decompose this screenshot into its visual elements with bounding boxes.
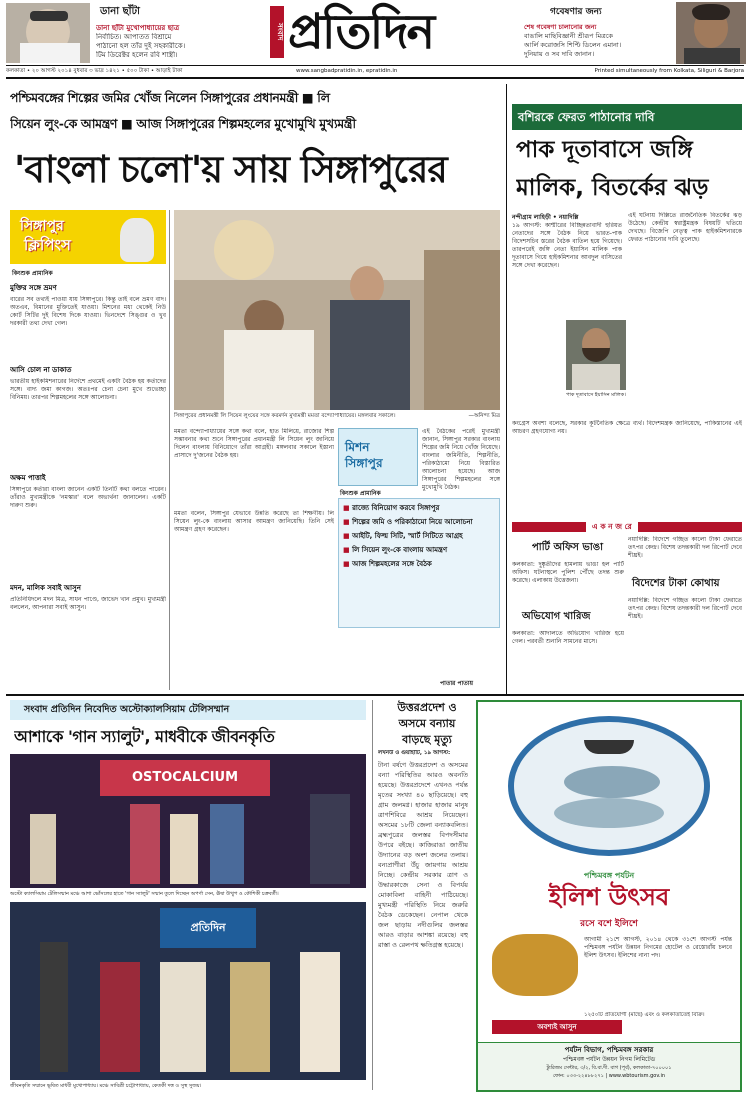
- lead-headline[interactable]: 'বাংলা চলো'য় সায় সিঙ্গাপুরের: [14, 147, 447, 191]
- osto-screen-text: OSTOCALCIUM: [131, 770, 239, 785]
- clip-heading-4: মদন, মালিক সবাই আসুন: [10, 584, 81, 592]
- mission-point-5: ■ আজ শিল্পমহলের সঙ্গে বৈঠক: [343, 560, 432, 568]
- clip-text-4: প্রতিনিধিদলে মদন মিত্র, সাধন পাণ্ডে, জাভেদ খান প্রমুখ। মুখ্যমন্ত্রী বললেন, আপনারা সবাই আসুন।: [10, 596, 166, 611]
- lead-kicker-1[interactable]: পশ্চিমবঙ্গের শিল্পের জমির খোঁজ নিলেন সিঙ্গাপুরের প্রধানমন্ত্রী ■ লি: [10, 90, 330, 105]
- flood-byline: লখনউ ও গুয়াহাটি, ১৯ আগস্ট:: [378, 750, 451, 756]
- right-teaser-photo: [676, 2, 746, 64]
- clippings-divider: [169, 210, 170, 690]
- osto-photo-1-caption: অস্টো ক্যালসিয়াম টেলিসম্মান মঞ্চে আশা ভোঁসলের হাতে 'গান স্যালুট' সম্মান তুলে দিচ্ছেন অপর্ণা সেন, ঊষা উত্থুপ ও কৌশিকী চক্রবর্তী।: [10, 891, 279, 897]
- ad-contacts[interactable]: ফোন: ০৩৩-২২৪৮৮২৭১ | www.wbtourism.gov.in: [552, 1073, 666, 1079]
- lead-photo-credit: —অনিন্দ্য মিত্র: [468, 413, 500, 419]
- pak-body-b: এই ঘটনায় দিল্লিতে রাজনৈতিক বিতর্কের ঝড় উঠেছে। কেন্দ্রীয় স্বরাষ্ট্রমন্ত্রক বিষয়টি খতিয়ে দেখছে। বিজেপি নেতৃত্ব পাক হাইকমিশনারকে ফেরত পাঠানোর দাবি তুলেছে।: [628, 212, 742, 243]
- ad-dish-photo: [492, 934, 578, 996]
- lead-kicker-2[interactable]: সিয়েন লুং-কে আমন্ত্রণ ■ আজ সিঙ্গাপুরের শিল্পমহলের মুখোমুখি মুখ্যমন্ত্রী: [10, 116, 356, 131]
- osto-kicker[interactable]: সংবাদ প্রতিদিন নিবেদিত অস্টোক্যালসিয়াম টেলিসম্মান: [24, 704, 230, 715]
- pak-headline-1[interactable]: পাক দূতাবাসে জঙ্গি: [516, 137, 693, 163]
- clippings-banner: [10, 210, 166, 264]
- dateline-right: Printed simultaneously from Kolkata, Siliguri & Barjora: [594, 68, 744, 74]
- ad-address: ট্যুরিজম সেন্টার, ৩/২, বি.বা.দী. বাগ (পূর্ব), কলকাতা-৭০০০০১: [546, 1065, 672, 1071]
- fish-icon: [564, 766, 660, 798]
- ad-title: ইলিশ উৎসব: [548, 883, 670, 911]
- masthead: [0, 0, 750, 66]
- ek-heading-1[interactable]: পার্টি অফিস ভাঙা: [532, 542, 603, 553]
- ek-nojore-label: এ ক ন জ রে: [586, 522, 638, 532]
- right-column-divider: [506, 84, 507, 696]
- mission-badge: [338, 428, 418, 486]
- ek-text-3: নয়াদিল্লি: বিদেশে গচ্ছিত কালো টাকা ফেরাতে তৎপর কেন্দ্র। বিশেষ তদন্তকারী দল রিপোর্ট দেবে শীঘ্রই।: [628, 597, 742, 620]
- ek-nojore-left: [512, 536, 624, 686]
- clip-heading-2: আসি চোল না ডাকাত: [10, 366, 72, 374]
- ek-nojore-right: [628, 536, 742, 686]
- mission-intro: মমতা বন্দ্যোপাধ্যায়ের সঙ্গে কথা বলে, হাত মিলিয়ে, রাজ্যের শিল্প সম্ভাবনার কথা শুনে সিঙ্গাপুরের প্রধানমন্ত্রী লি সিয়েন লুং জানিয়ে দিলেন বাংলায় বিনিয়োগে তাঁরা আগ্রহী। মঙ্গলবার সকালে ইস্তানা প্রাসাদে দু'জনের বৈঠক হয়।: [174, 428, 334, 459]
- ek-text-2: কলকাতা: আদালতে অভিযোগ খারিজ হয়ে গেল। পরবর্তী শুনানি সামনের মাসে।: [512, 630, 624, 645]
- osto-brand-text: প্রতিদিন: [190, 921, 226, 934]
- mission-point-4: ■ লি সিয়েন লুং-কে বাংলায় আমন্ত্রণ: [343, 546, 448, 554]
- lower-rule: [6, 694, 744, 696]
- masthead-title[interactable]: প্রতিদিন: [288, 4, 434, 60]
- dateline: [6, 66, 744, 76]
- boat-icon: [584, 740, 634, 754]
- ek-nojore-bar: [512, 522, 742, 532]
- left-teaser-line-1: ডানা ছাঁটা মুখোপাধ্যায়ের ছাত্র: [96, 24, 180, 32]
- mission-label-2: সিঙ্গাপুর: [345, 456, 383, 470]
- left-teaser-line-2: নির্বাচিত। আপাতত বিশ্রামে: [96, 33, 172, 41]
- osto-photo-2: [10, 902, 366, 1080]
- pak-byline: নন্দীগ্রাম লাহিড়ী • নয়াদিল্লি: [512, 214, 579, 221]
- flood-body: টানা বর্ষণে উত্তরপ্রদেশ ও অসমের বন্যা পরিস্থিতির আরও অবনতি হয়েছে। উত্তরপ্রদেশে এখনও পর্যন্ত মৃতের সংখ্যা ৪০ ছাড়িয়েছে। বহু গ্রাম জলমগ্ন। হাজার হাজার মানুষ ত্রাণশিবিরে আশ্রয় নিয়েছেন। অসমের ১৮টি জেলা বন্যাকবলিত। ব্রহ্মপুত্রের জলস্তর বিপদসীমার উপরে বইছে। কাজিরাঙা জাতীয় উদ্যানের বড় অংশ জলের তলায়। বন্যপ্রাণীরা উঁচু জায়গায় আশ্রয় নিচ্ছে। কেন্দ্রীয় সরকার ত্রাণ ও উদ্ধারকাজে সেনা ও বিপর্যয় মোকাবিলা বাহিনী পাঠিয়েছে। মুখ্যমন্ত্রী পরিস্থিতি নিয়ে জরুরি বৈঠক ডেকেছেন। নেপাল থেকে জল ছাড়ায় নদীগুলির জলস্তর আরও বাড়ার আশঙ্কা রয়েছে। বহু রাস্তা ও রেলপথ ক্ষতিগ্রস্ত হয়েছে।: [378, 761, 468, 949]
- mission-body-a: এই বৈঠকের পরেই মুখ্যমন্ত্রী জানান, সিঙ্গাপুর সরকার বাংলায় শিল্পের জমি নিয়ে খোঁজ নিয়েছে। বাংলার জমিনীতি, শিল্পনীতি, পরিকাঠামো নিয়ে বিস্তারিত আলোচনা হয়েছে। আজ সিঙ্গাপুরের শিল্পমহলের সঙ্গে মুখোমুখি বৈঠক।: [422, 428, 500, 491]
- osto-headline[interactable]: আশাকে 'গান স্যালুট', মাধবীকে জীবনকৃতি: [14, 727, 275, 746]
- ek-filler: নয়াদিল্লি: বিদেশে গচ্ছিত কালো টাকা ফেরাতে তৎপর কেন্দ্র। বিশেষ তদন্তকারী দল রিপোর্ট দেবে শীঘ্রই।: [628, 536, 742, 559]
- ad-note: ১২৫০টি প্রতিযোগী (মাছে) এবং ও কলকাতাতেই বিক্রি।: [584, 1012, 705, 1018]
- flood-divider: [372, 700, 373, 1090]
- flood-headline-2[interactable]: অসমে বন্যায়: [398, 717, 456, 730]
- osto-photo-2-caption: জীবনকৃতি সম্মানে ভূষিত মাধবী মুখোপাধ্যায়। মঞ্চে সাবিত্রী চট্টোপাধ্যায়, কেতকী দত্ত ও সুস্থ সুজয়।: [10, 1083, 202, 1089]
- flood-headline-1[interactable]: উত্তরপ্রদেশ ও: [397, 701, 457, 714]
- mission-continued[interactable]: পাতার পাতায়: [440, 680, 474, 687]
- right-teaser[interactable]: [524, 4, 674, 59]
- ad-body: আগামী ২১শে আগস্ট, ২০১৪ থেকে ৩১শে আগস্ট পর্যন্ত পশ্চিমবঙ্গ পর্যটন উন্নয়ন নিগমের হোটেল ও রেস্তোরাঁয় চলবে ইলিশ উৎসব। ইলিশের নানা পদ।: [584, 936, 732, 959]
- ek-text-1: কলকাতা: দুষ্কৃতীদের হামলায় ভাঙা হল পার্টি অফিস। ঘটনাস্থলে পুলিশ পৌঁছে তদন্ত শুরু করেছে। এলাকায় উত্তেজনা।: [512, 561, 624, 584]
- mission-point-1: ■ রাজ্যে বিনিয়োগ করবে সিঙ্গাপুর: [343, 504, 440, 512]
- lead-photo-caption-text: সিঙ্গাপুরের প্রধানমন্ত্রী লি সিয়েন লুংয়ের সঙ্গে করমর্দন মুখ্যমন্ত্রী মমতা বন্দ্যোপাধ্যায়ের। মঙ্গলবার সকালে।: [174, 413, 396, 419]
- mission-label-1: মিশন: [345, 440, 370, 454]
- ilish-ad[interactable]: [476, 700, 742, 1092]
- dateline-rule: [6, 77, 744, 79]
- ad-call-text: অবশ্যই আসুন: [537, 1023, 577, 1031]
- dateline-center[interactable]: www.sangbadpratidin.in, epratidin.in: [296, 68, 398, 74]
- clippings-byline: কিংশুক প্রামানিক: [12, 270, 53, 277]
- mission-point-3: ■ আইটি, ফিল্ম সিটি, স্মার্ট সিটিতে আগ্রহ: [343, 532, 463, 540]
- clip-heading-1: মুক্তির সঙ্গে ভ্রমণ: [10, 284, 57, 292]
- ad-footer: [478, 1042, 740, 1090]
- pak-photo-caption: পাক দূতাবাসে ইয়াসিন মালিক।: [566, 392, 626, 398]
- osto-brand-panel: [160, 908, 256, 948]
- mission-points-box: [338, 498, 500, 628]
- ad-tagline: রসে বশে ইলিশে: [580, 919, 638, 929]
- pak-headline-2[interactable]: মালিক, বিতর্কের ঝড়: [516, 175, 709, 201]
- clip-text-2: ভারতীয় হাইকমিশনারের নির্দেশে প্রথমেই একটা বৈঠক হয় কর্তাদের সঙ্গে। বাদ্য জমা কাগজ। অতঃপর চেনা চেনা মুখে শুভেচ্ছা বিনিময়। তারপর শিল্পমহলের সঙ্গে আলোচনা।: [10, 378, 166, 401]
- left-teaser-line-3: পাঠানো হল তাঁর দুই সহকারীকে।: [96, 42, 186, 50]
- left-teaser[interactable]: [96, 4, 268, 60]
- pak-body-c: কংগ্রেস অবশ্য বলেছে, সরকার কূটনৈতিক ক্ষেত্রে ব্যর্থ। বিদেশমন্ত্রক জানিয়েছে, পাকিস্তানের এই আচরণ গ্রহণযোগ্য নয়।: [512, 420, 742, 435]
- mission-point-2: ■ শিল্পের জমি ও পরিকাঠামো নিয়ে আলোচনা: [343, 518, 473, 526]
- fish-icon-2: [554, 798, 664, 828]
- clip-text-3: সিঙ্গাপুরে কর্তারা বাংলা জানেন একটি তিনটি কথা বলতে পারেন। তাঁরাও মুখ্যমন্ত্রীকে 'নমস্কার' বলে অভ্যর্থনা জানালেন। একটি দারুণ শুরু।: [10, 486, 166, 509]
- clip-heading-3: অক্ষম পাত্তাই: [10, 474, 46, 482]
- ek-heading-3[interactable]: বিদেশের টাকা কোথায়: [632, 578, 720, 589]
- pak-photo: [566, 320, 626, 390]
- osto-screen: [100, 760, 270, 796]
- dateline-left: কলকাতা • ২০ আগস্ট ২০১৪ বুধবার ৩ ভাদ্র ১৪২১ • ৫০০ টাকা • আড়াই টাকা: [6, 68, 183, 74]
- ad-dept-sub: পশ্চিমবঙ্গ পর্যটন উন্নয়ন নিগম লিমিটেড: [562, 1056, 656, 1063]
- clippings-title-2: ক্লিপিংস: [24, 236, 71, 254]
- lead-photo-caption: [174, 412, 500, 420]
- ad-org: পশ্চিমবঙ্গ পর্যটন: [583, 871, 635, 880]
- osto-kicker-banner: [10, 700, 366, 720]
- lead-photo: [174, 210, 500, 410]
- mission-body-b: মমতা বলেন, সিঙ্গাপুর যেভাবে উন্নতি করেছে তা শিক্ষণীয়। লি সিয়েন লুং-কে বাংলায় আসার আমন্ত্রণ জানিয়েছি। তিনি সেই আমন্ত্রণ গ্রহণ করেছেন।: [174, 510, 334, 533]
- mission-byline: কিংশুক প্রামানিক: [340, 490, 381, 497]
- right-teaser-line-3: আর্লি করোজসি শিপ্টি ডিলেন এমানা।: [524, 41, 622, 49]
- right-teaser-title: গবেষণার জন্য: [550, 7, 602, 17]
- pak-kicker[interactable]: বশিরকে ফেরত পাঠানোর দাবি: [518, 110, 655, 124]
- clippings-body: [10, 282, 166, 692]
- left-teaser-photo: [6, 3, 90, 63]
- left-teaser-line-4: টিম ডিরেক্টর হলেন রবি শাস্ত্রী।: [96, 51, 178, 59]
- left-teaser-title: ডানা ছাঁটা: [100, 6, 140, 17]
- pak-kicker-banner: [512, 104, 742, 130]
- osto-photo-1: [10, 754, 366, 888]
- pak-body-a: ১৯ আগস্ট: কাশ্মীরের বিচ্ছিন্নতাবাদী হুরিয়ত নেতাদের সঙ্গে বৈঠক নিয়ে ভারত-পাক বিদেশসচিব স্তরের বৈঠক বাতিল হয়ে গিয়েছে। তারপরেই জঙ্গি নেতা ইয়াসিন মালিক পাক দূতাবাসে গিয়ে হাইকমিশনার আবদুল বাসিতের সঙ্গে দেখা করেছেন।: [512, 222, 622, 269]
- ad-dept: পর্যটন বিভাগ, পশ্চিমবঙ্গ সরকার: [564, 1046, 654, 1054]
- clippings-title-1: সিঙ্গাপুর: [20, 218, 64, 234]
- ad-call-box[interactable]: [492, 1020, 622, 1034]
- right-teaser-line-1: শেষ গবেষণা চালানোর জন্য: [524, 23, 597, 31]
- edition-vertical-text: সংবাদ: [276, 23, 284, 41]
- right-teaser-line-4: দুনিয়ায় ও সব দাবি জানান।: [524, 50, 595, 58]
- right-teaser-line-2: বাঙালি মাছিবিজ্ঞানী শ্রীরূপ মিত্রকে: [524, 32, 613, 40]
- ek-heading-2[interactable]: অভিযোগ খারিজ: [522, 611, 591, 622]
- merlion-icon: [120, 218, 154, 262]
- edition-vertical-label: [270, 6, 284, 58]
- flood-headline-3[interactable]: বাড়ছে মৃত্যু: [402, 733, 452, 746]
- clip-text-1: বারের সব তথ্যই পাওয়া যায় সিঙ্গাপুরে। কিন্তু তাই বলে ভ্রমণ বাদ। অতএব, বিমানের মুক্তিতেই যাওয়া। মিশনের মধ্য থেকেই নিউ কোর্ট সিটির দুই বিশেষ দিকে যাওয়া। ভিনদেশে সিঙ্গুর ও খুব দরকারী তথ্য দেখা গেল।: [10, 296, 166, 327]
- ad-plate: [508, 716, 710, 856]
